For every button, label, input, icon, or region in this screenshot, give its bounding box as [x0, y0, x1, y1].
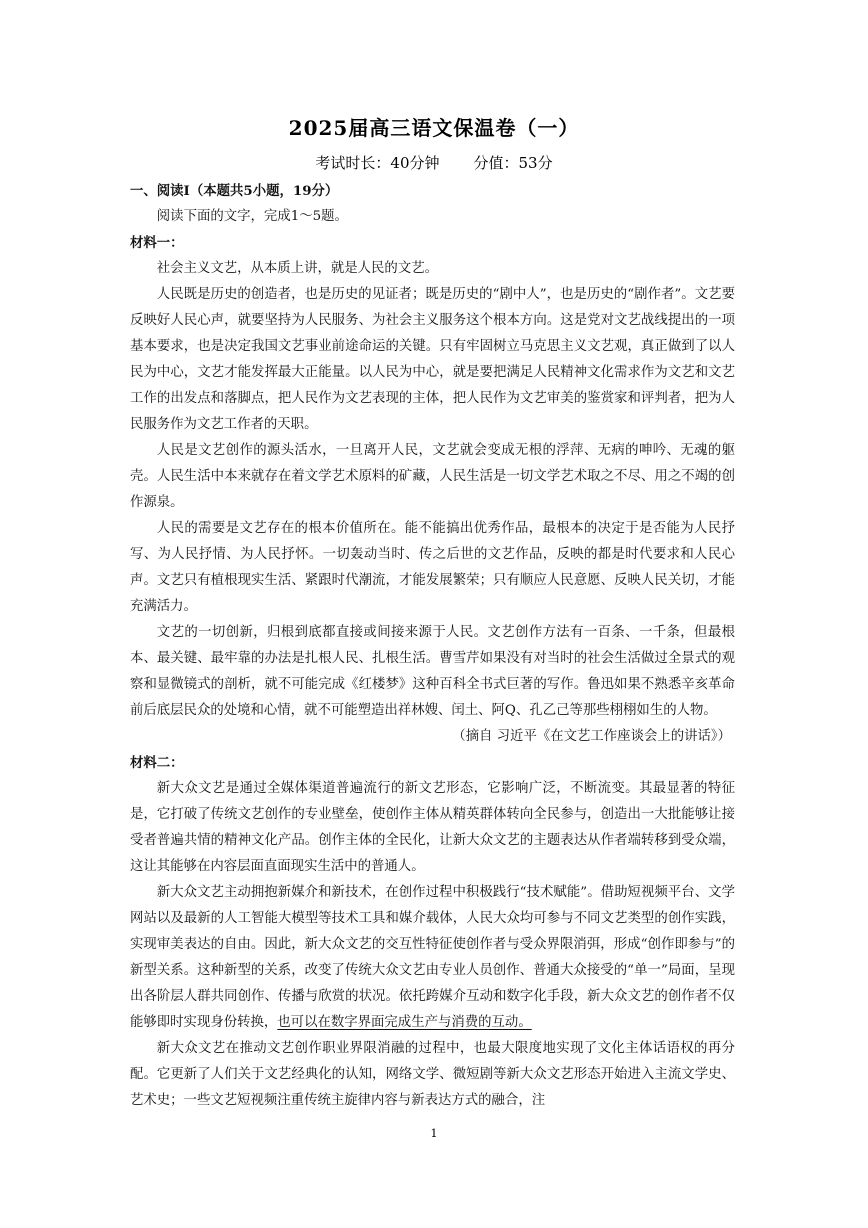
document-title: 2025届高三语文保温卷（一） [288, 116, 580, 140]
material1-paragraph: 文艺的一切创新，归根到底都直接或间接来源于人民。文艺创作方法有一百条、一千条，但最根本、最关键、最牢靠的办法是扎根人民、扎根生活。曹雪芹如果没有对当时的社会生活做过全景式的观察和显微镜式的剖析，就不可能完成《红楼梦》这种百科全书式巨著的写作。鲁迅如果不熟悉辛亥革命前后底层民众的处境和心情，就不可能塑造出祥林嫂、闰土、阿Q、孔乙己等那些栩栩如生的人物。 [130, 625, 735, 718]
material2-paragraph [130, 880, 735, 1036]
material2-heading: 材料二： [130, 755, 184, 771]
material2-paragraph: 新大众文艺是通过全媒体渠道普遍流行的新文艺形态，它影响广泛，不断流变。其最显著的特征是，它打破了传统文艺创作的专业壁垒，使创作主体从精英群体转向全民参与，创造出一大批能够让接受者普遍共情的精神文化产品。创作主体的全民化，让新大众文艺的主题表达从作者端转移到受众端，这让其能够在内容层面直面现实生活中的普通人。 [130, 781, 735, 874]
exam-info [0, 152, 868, 173]
material2-paragraph: 新大众文艺在推动文艺创作职业界限消融的过程中，也最大限度地实现了文化主体话语权的再分配。它更新了人们关于文艺经典化的认知，网络文学、微短剧等新大众文艺形态开始进入主流文学史、艺术史；一些文艺短视频注重传统主旋律内容与新表达方式的融合，注 [130, 1041, 735, 1108]
exam-time: 考试时长：40分钟 [315, 154, 440, 172]
material1-paragraph: 人民是文艺创作的源头活水，一旦离开人民，文艺就会变成无根的浮萍、无病的呻吟、无魂的躯壳。人民生活中本来就存在着文学艺术原料的矿藏，人民生活是一切文学艺术取之不尽、用之不竭的创作源泉。 [130, 443, 735, 510]
underlined-sentence: 也可以在数字界面完成生产与消费的互动。 [277, 1015, 532, 1030]
instruction: 阅读下面的文字，完成1～5题。 [156, 209, 348, 224]
exam-score: 分值：53分 [473, 154, 553, 172]
material1-heading: 材料一： [130, 235, 184, 251]
document-body [130, 178, 735, 1114]
material2-paragraph-text: 新大众文艺主动拥抱新媒介和新技术，在创作过程中积极践行“技术赋能”。借助短视频平台、文学网站以及最新的人工智能大模型等技术工具和媒介载体，人民大众均可参与不同文艺类型的创作实践，实现审美表达的自由。因此，新大众文艺的交互性特征使创作者与受众界限消弭，形成“创作即参与”的新型关系。这种新型的关系，改变了传统大众文艺由专业人员创作、普通大众接受的“单一”局面，呈现出各阶层人群共同创作、传播与欣赏的状况。依托跨媒介互动和数字化手段，新大众文艺的创作者不仅能够即时实现身份转换， [130, 885, 735, 1030]
material1-paragraph: 社会主义文艺，从本质上讲，就是人民的文艺。 [156, 261, 438, 276]
material1-paragraph: 人民的需要是文艺存在的根本价值所在。能不能搞出优秀作品，最根本的决定于是否能为人民抒写、为人民抒情、为人民抒怀。一切轰动当时、传之后世的文艺作品，反映的都是时代要求和人民心声。文艺只有植根现实生活、紧跟时代潮流，才能发展繁荣；只有顺应人民意愿、反映人民关切，才能充满活力。 [130, 521, 735, 614]
page-number: 1 [430, 1127, 438, 1140]
material1-paragraph: 人民既是历史的创造者，也是历史的见证者；既是历史的“剧中人”，也是历史的“剧作者”。文艺要反映好人民心声，就要坚持为人民服务、为社会主义服务这个根本方向。这是党对文艺战线提出的一项基本要求，也是决定我国文艺事业前途命运的关键。只有牢固树立马克思主义文艺观，真正做到了以人民为中心，文艺才能发挥最大正能量。以人民为中心，就是要把满足人民精神文化需求作为文艺和文艺工作的出发点和落脚点，把人民作为文艺表现的主体，把人民作为文艺审美的鉴赏家和评判者，把为人民服务作为文艺工作者的天职。 [130, 287, 735, 432]
section-heading: 一、阅读Ⅰ（本题共5小题，19分） [130, 183, 339, 199]
material1-source: （摘自 习近平《在文艺工作座谈会上的讲话》） [452, 729, 731, 744]
